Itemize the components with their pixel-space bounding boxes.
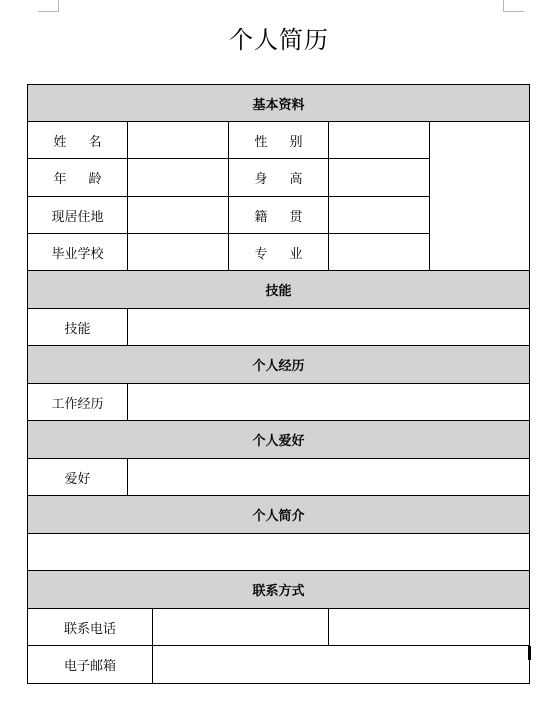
field-skills[interactable] (128, 309, 530, 346)
field-phone[interactable] (153, 609, 329, 646)
label-school: 毕业学校 (28, 234, 128, 271)
section-header-basic-info: 基本资料 (28, 85, 530, 122)
label-residence: 现居住地 (28, 197, 128, 234)
field-phone-extra[interactable] (329, 609, 530, 646)
row-resize-marker (528, 646, 531, 660)
section-header-profile: 个人简介 (28, 496, 530, 534)
field-height[interactable] (329, 159, 430, 197)
field-residence[interactable] (128, 197, 229, 234)
field-work-experience[interactable] (128, 384, 530, 421)
label-phone: 联系电话 (28, 609, 153, 646)
field-school[interactable] (128, 234, 229, 271)
resume-table (27, 84, 530, 684)
label-height: 身高 (229, 159, 329, 197)
label-name: 姓名 (28, 122, 128, 159)
field-gender[interactable] (329, 122, 430, 159)
field-native-place[interactable] (329, 197, 430, 234)
label-skills: 技能 (28, 309, 128, 346)
label-email: 电子邮箱 (28, 646, 153, 684)
field-age[interactable] (128, 159, 229, 197)
section-header-skills: 技能 (28, 271, 530, 309)
label-gender: 性别 (229, 122, 329, 159)
field-hobbies[interactable] (128, 459, 530, 496)
section-header-hobbies: 个人爱好 (28, 421, 530, 459)
page-corner-mark-left (38, 0, 59, 12)
page-corner-mark-right (503, 0, 524, 12)
field-profile[interactable] (28, 534, 530, 571)
label-hobbies: 爱好 (28, 459, 128, 496)
label-major: 专业 (229, 234, 329, 271)
section-header-contact: 联系方式 (28, 571, 530, 609)
label-work-experience: 工作经历 (28, 384, 128, 421)
section-header-experience: 个人经历 (28, 346, 530, 384)
field-major[interactable] (329, 234, 430, 271)
label-age: 年龄 (28, 159, 128, 197)
field-name[interactable] (128, 122, 229, 159)
photo-cell[interactable] (430, 122, 530, 271)
document-title: 个人简历 (229, 26, 329, 54)
label-native-place: 籍贯 (229, 197, 329, 234)
field-email[interactable] (153, 646, 530, 684)
